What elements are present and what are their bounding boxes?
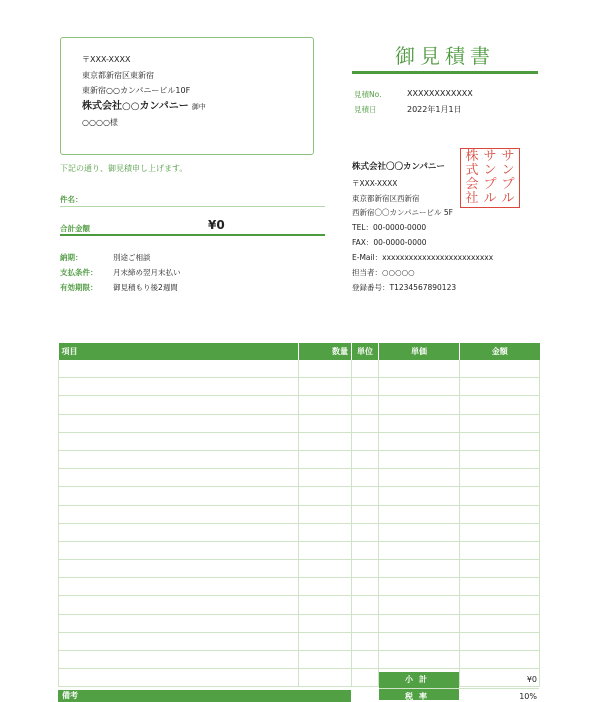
table-cell[interactable] bbox=[379, 614, 460, 632]
table-cell[interactable] bbox=[379, 414, 460, 432]
estimate-date-label: 見積日 bbox=[354, 105, 377, 114]
recipient-address1: 東京都新宿区東新宿 bbox=[82, 70, 154, 80]
table-cell[interactable] bbox=[379, 450, 460, 468]
table-row bbox=[59, 414, 540, 432]
table-cell[interactable] bbox=[379, 396, 460, 414]
table-row bbox=[59, 450, 540, 468]
seal-char: ル bbox=[483, 191, 497, 206]
table-cell[interactable] bbox=[379, 378, 460, 396]
table-cell[interactable] bbox=[379, 596, 460, 614]
table-cell[interactable] bbox=[460, 378, 540, 396]
recipient-company-line bbox=[82, 99, 206, 116]
table-cell[interactable] bbox=[59, 523, 299, 541]
table-row bbox=[59, 396, 540, 414]
estimate-number-value: XXXXXXXXXXXX bbox=[407, 89, 473, 98]
seal-char: ン bbox=[483, 163, 497, 178]
tax-rate-label: 税率 bbox=[379, 689, 459, 700]
items-table-body bbox=[59, 360, 540, 687]
table-cell[interactable] bbox=[352, 541, 379, 559]
table-row bbox=[59, 469, 540, 487]
total-rule bbox=[60, 234, 325, 236]
seal-char: サ bbox=[501, 149, 515, 164]
col-header-item: 項目 bbox=[59, 343, 299, 360]
table-row bbox=[59, 541, 540, 559]
table-cell[interactable] bbox=[379, 651, 460, 669]
seal-char: 株 bbox=[465, 149, 479, 164]
table-cell[interactable] bbox=[299, 414, 352, 432]
table-cell[interactable] bbox=[59, 560, 299, 578]
tax-rate-value: 10% bbox=[519, 692, 537, 700]
table-cell[interactable] bbox=[352, 414, 379, 432]
recipient-address2: 東新宿○○カンパニービル10F bbox=[82, 86, 191, 95]
table-row bbox=[59, 505, 540, 523]
table-row bbox=[59, 487, 540, 505]
table-cell[interactable] bbox=[299, 487, 352, 505]
issuer-company: 株式会社〇〇カンパニー bbox=[352, 162, 445, 172]
seal-char: プ bbox=[483, 177, 497, 192]
table-cell[interactable] bbox=[379, 432, 460, 450]
table-cell[interactable] bbox=[379, 505, 460, 523]
seal-char: ル bbox=[501, 191, 515, 206]
total-label: 合計金額 bbox=[60, 224, 90, 233]
seal-char: プ bbox=[501, 177, 515, 192]
term-label-payment: 支払条件： bbox=[60, 268, 98, 277]
table-cell[interactable] bbox=[460, 450, 540, 468]
subtotal-label: 小計 bbox=[379, 672, 459, 688]
table-row bbox=[59, 560, 540, 578]
table-cell[interactable] bbox=[299, 560, 352, 578]
recipient-company: 株式会社○○カンパニー bbox=[82, 100, 189, 112]
issuer-registration: 登録番号：T1234567890123 bbox=[352, 283, 457, 292]
table-cell[interactable] bbox=[352, 505, 379, 523]
term-value-delivery: 別途ご相談 bbox=[113, 253, 151, 262]
table-header-row bbox=[59, 343, 540, 360]
table-cell[interactable] bbox=[460, 505, 540, 523]
table-cell[interactable] bbox=[460, 469, 540, 487]
title-underline bbox=[352, 71, 538, 74]
table-cell[interactable] bbox=[352, 378, 379, 396]
table-cell[interactable] bbox=[352, 596, 379, 614]
table-cell[interactable] bbox=[379, 469, 460, 487]
table-cell[interactable] bbox=[299, 469, 352, 487]
recipient-honorific: 御中 bbox=[191, 102, 206, 111]
table-cell[interactable] bbox=[59, 578, 299, 596]
table-cell[interactable] bbox=[59, 669, 299, 687]
estimate-number-label: 見積No. bbox=[354, 90, 382, 99]
issuer-postal: 〒XXX-XXXX bbox=[352, 179, 398, 188]
table-cell[interactable] bbox=[299, 523, 352, 541]
col-header-amount: 金額 bbox=[460, 343, 540, 360]
table-cell[interactable] bbox=[352, 469, 379, 487]
page-title: 御見積書 bbox=[395, 44, 495, 68]
table-cell[interactable] bbox=[352, 560, 379, 578]
table-cell[interactable] bbox=[59, 632, 299, 650]
table-cell[interactable] bbox=[460, 560, 540, 578]
table-cell[interactable] bbox=[352, 651, 379, 669]
issuer-email: E-Mail：xxxxxxxxxxxxxxxxxxxxxxxxx bbox=[352, 253, 494, 262]
table-cell[interactable] bbox=[352, 432, 379, 450]
table-row bbox=[59, 578, 540, 596]
term-label-delivery: 納期： bbox=[60, 253, 83, 262]
table-cell[interactable] bbox=[59, 432, 299, 450]
table-cell[interactable] bbox=[352, 450, 379, 468]
table-row bbox=[59, 378, 540, 396]
table-cell[interactable] bbox=[460, 578, 540, 596]
seal-char: 会 bbox=[465, 177, 479, 192]
table-cell[interactable] bbox=[299, 596, 352, 614]
estimate-date-value: 2022年1月1日 bbox=[407, 105, 462, 114]
table-cell[interactable] bbox=[460, 541, 540, 559]
table-cell[interactable] bbox=[379, 487, 460, 505]
issuer-address2: 西新宿〇〇カンパニービル 5F bbox=[352, 208, 453, 217]
table-cell[interactable] bbox=[379, 541, 460, 559]
table-cell[interactable] bbox=[59, 414, 299, 432]
table-cell[interactable] bbox=[59, 505, 299, 523]
table-cell[interactable] bbox=[460, 360, 540, 378]
col-header-unit: 単位 bbox=[352, 343, 379, 360]
col-header-unit-price: 単価 bbox=[379, 343, 460, 360]
table-cell[interactable] bbox=[59, 469, 299, 487]
table-cell[interactable] bbox=[352, 487, 379, 505]
seal-characters bbox=[463, 150, 517, 206]
intro-text: 下記の通り、御見積申し上げます。 bbox=[60, 164, 188, 173]
table-cell[interactable] bbox=[59, 378, 299, 396]
table-cell[interactable] bbox=[352, 578, 379, 596]
table-cell[interactable] bbox=[59, 651, 299, 669]
table-cell[interactable] bbox=[352, 360, 379, 378]
table-cell[interactable] bbox=[379, 632, 460, 650]
table-cell[interactable] bbox=[299, 360, 352, 378]
table-cell[interactable] bbox=[299, 651, 352, 669]
table-cell[interactable] bbox=[352, 396, 379, 414]
table-cell[interactable] bbox=[352, 614, 379, 632]
table-cell[interactable] bbox=[59, 614, 299, 632]
company-seal-icon bbox=[460, 148, 520, 208]
subtotal-value: ¥0 bbox=[526, 675, 537, 684]
table-cell[interactable] bbox=[299, 396, 352, 414]
table-cell[interactable] bbox=[299, 632, 352, 650]
table-cell[interactable] bbox=[59, 396, 299, 414]
table-cell[interactable] bbox=[460, 651, 540, 669]
recipient-address-box bbox=[60, 37, 314, 155]
subject-label: 件名： bbox=[60, 195, 83, 204]
table-cell[interactable] bbox=[352, 632, 379, 650]
table-cell[interactable] bbox=[379, 360, 460, 378]
table-row bbox=[59, 432, 540, 450]
table-cell[interactable] bbox=[299, 505, 352, 523]
table-cell[interactable] bbox=[59, 541, 299, 559]
table-cell[interactable] bbox=[299, 614, 352, 632]
table-cell[interactable] bbox=[460, 396, 540, 414]
issuer-fax: FAX：00-0000-0000 bbox=[352, 238, 427, 247]
table-cell[interactable] bbox=[299, 432, 352, 450]
issuer-contact: 担当者：○○○○○ bbox=[352, 268, 415, 277]
table-cell[interactable] bbox=[299, 450, 352, 468]
table-cell[interactable] bbox=[59, 487, 299, 505]
remarks-label: 備考 bbox=[62, 691, 78, 700]
items-table bbox=[58, 343, 540, 687]
remarks-header bbox=[58, 690, 351, 702]
table-row bbox=[59, 632, 540, 650]
table-cell[interactable] bbox=[59, 450, 299, 468]
table-row bbox=[59, 523, 540, 541]
table-cell[interactable] bbox=[460, 632, 540, 650]
table-cell[interactable] bbox=[352, 523, 379, 541]
seal-char: 式 bbox=[465, 163, 479, 178]
table-cell[interactable] bbox=[460, 432, 540, 450]
table-cell[interactable] bbox=[352, 669, 379, 687]
table-row bbox=[59, 360, 540, 378]
total-value: ¥0 bbox=[208, 218, 225, 232]
table-row bbox=[59, 614, 540, 632]
table-cell[interactable] bbox=[460, 487, 540, 505]
recipient-address bbox=[82, 52, 206, 131]
table-row bbox=[59, 596, 540, 614]
seal-char: 社 bbox=[465, 191, 479, 206]
table-cell[interactable] bbox=[379, 578, 460, 596]
seal-char: ン bbox=[501, 163, 515, 178]
table-cell[interactable] bbox=[299, 578, 352, 596]
term-label-validity: 有効期限： bbox=[60, 283, 98, 292]
table-cell[interactable] bbox=[460, 523, 540, 541]
term-value-validity: 御見積もり後2週間 bbox=[113, 283, 178, 292]
table-row bbox=[59, 651, 540, 669]
table-cell[interactable] bbox=[299, 378, 352, 396]
table-cell[interactable] bbox=[299, 541, 352, 559]
table-cell[interactable] bbox=[460, 596, 540, 614]
table-cell[interactable] bbox=[460, 414, 540, 432]
recipient-postal: 〒XXX-XXXX bbox=[82, 55, 131, 64]
recipient-person: ○○○○様 bbox=[82, 118, 118, 127]
seal-char: サ bbox=[483, 149, 497, 164]
issuer-tel: TEL：00-0000-0000 bbox=[352, 223, 427, 232]
table-cell[interactable] bbox=[379, 560, 460, 578]
issuer-address1: 東京都新宿区西新宿 bbox=[352, 194, 420, 203]
table-cell[interactable] bbox=[59, 596, 299, 614]
term-value-payment: 月末締め翌月末払い bbox=[113, 268, 181, 277]
table-cell[interactable] bbox=[379, 523, 460, 541]
table-cell[interactable] bbox=[59, 360, 299, 378]
table-cell[interactable] bbox=[299, 669, 352, 687]
col-header-quantity: 数量 bbox=[299, 343, 352, 360]
table-cell[interactable] bbox=[460, 614, 540, 632]
subject-rule bbox=[60, 206, 325, 207]
